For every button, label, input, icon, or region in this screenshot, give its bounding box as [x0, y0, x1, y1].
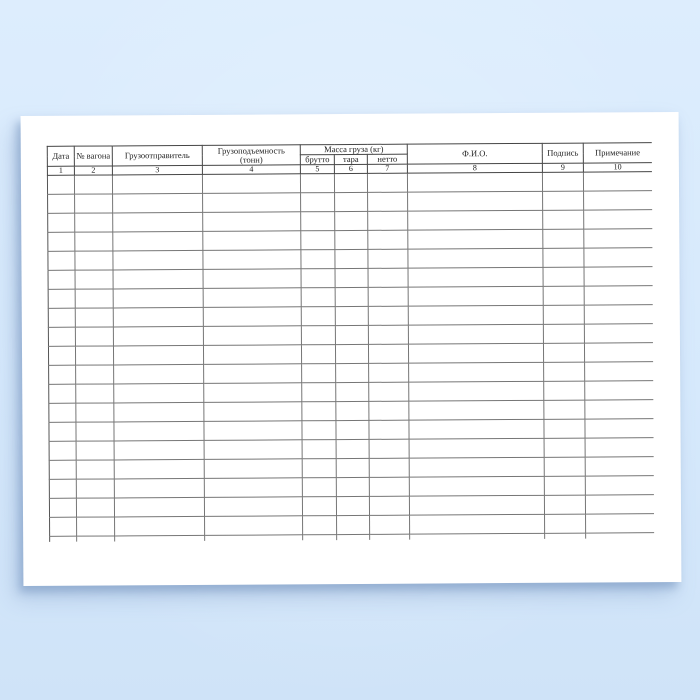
- empty-cell: [544, 419, 585, 438]
- empty-cell: [75, 213, 113, 232]
- empty-cell: [114, 364, 204, 384]
- empty-cell: [203, 193, 301, 213]
- empty-cell: [369, 458, 409, 477]
- empty-cell: [114, 440, 204, 460]
- empty-cell: [369, 401, 409, 420]
- col-header-date: Дата: [47, 146, 74, 166]
- empty-cell: [370, 534, 410, 539]
- col-header-gross: брутто: [300, 155, 334, 165]
- empty-cell: [408, 343, 543, 363]
- col-header-load-capacity-line1: Грузоподъемность: [217, 144, 285, 156]
- empty-cell: [336, 420, 369, 439]
- empty-cell: [368, 268, 408, 287]
- empty-cell: [336, 477, 369, 496]
- empty-cell: [367, 173, 407, 192]
- empty-cell: [49, 479, 76, 498]
- empty-cell: [584, 267, 652, 286]
- empty-cell: [586, 514, 654, 533]
- empty-cell: [204, 402, 302, 422]
- empty-cell: [409, 457, 544, 477]
- empty-cell: [76, 403, 114, 422]
- empty-cell: [409, 400, 544, 420]
- empty-cell: [585, 419, 653, 438]
- empty-cell: [544, 362, 585, 381]
- empty-cell: [204, 497, 302, 517]
- empty-cell: [303, 535, 337, 540]
- empty-cell: [203, 250, 301, 270]
- empty-cell: [368, 192, 408, 211]
- empty-cell: [204, 421, 302, 441]
- empty-cell: [76, 422, 114, 441]
- empty-cell: [114, 402, 204, 422]
- empty-cell: [335, 287, 368, 306]
- cargo-register-table: [47, 142, 654, 541]
- empty-cell: [543, 324, 584, 343]
- empty-cell: [336, 496, 369, 515]
- empty-cell: [336, 363, 369, 382]
- empty-cell: [113, 193, 203, 213]
- empty-cell: [302, 497, 336, 516]
- empty-cell: [584, 305, 652, 324]
- empty-cell: [585, 476, 653, 495]
- empty-cell: [336, 382, 369, 401]
- empty-cell: [368, 325, 408, 344]
- empty-cell: [48, 289, 75, 308]
- empty-cell: [409, 381, 544, 401]
- empty-cell: [543, 286, 584, 305]
- empty-cell: [114, 478, 204, 498]
- empty-cell: [48, 327, 75, 346]
- empty-cell: [301, 231, 335, 250]
- empty-cell: [76, 460, 114, 479]
- empty-cell: [335, 325, 368, 344]
- empty-cell: [50, 517, 77, 536]
- empty-cell: [542, 172, 583, 191]
- empty-cell: [370, 515, 410, 534]
- empty-cell: [584, 248, 652, 267]
- empty-cell: [50, 536, 77, 541]
- empty-cell: [77, 536, 115, 541]
- empty-cell: [302, 383, 336, 402]
- empty-cell: [113, 345, 203, 365]
- empty-cell: [585, 495, 653, 514]
- empty-cell: [77, 517, 115, 536]
- empty-cell: [335, 230, 368, 249]
- empty-cell: [49, 403, 76, 422]
- empty-cell: [543, 229, 584, 248]
- empty-cell: [583, 172, 651, 191]
- empty-cell: [74, 175, 112, 194]
- empty-cell: [75, 270, 113, 289]
- empty-cell: [75, 346, 113, 365]
- empty-cell: [113, 212, 203, 232]
- empty-cell: [49, 498, 76, 517]
- empty-cell: [368, 287, 408, 306]
- column-number: 5: [300, 165, 334, 174]
- empty-cell: [203, 345, 301, 365]
- empty-cell: [408, 229, 543, 249]
- empty-cell: [407, 172, 542, 192]
- empty-cell: [337, 515, 370, 534]
- empty-cell: [335, 192, 368, 211]
- empty-cell: [203, 307, 301, 327]
- col-header-net: нетто: [367, 154, 407, 164]
- empty-cell: [409, 495, 544, 515]
- empty-cell: [301, 250, 335, 269]
- empty-cell: [335, 249, 368, 268]
- empty-cell: [303, 516, 337, 535]
- empty-cell: [49, 365, 76, 384]
- empty-cell: [301, 288, 335, 307]
- empty-cell: [368, 211, 408, 230]
- empty-cell: [544, 495, 585, 514]
- empty-cell: [47, 175, 74, 194]
- empty-cell: [114, 383, 204, 403]
- empty-cell: [368, 230, 408, 249]
- empty-cell: [301, 193, 335, 212]
- paper-sheet: [21, 112, 682, 586]
- empty-cell: [76, 498, 114, 517]
- empty-cell: [408, 210, 543, 230]
- empty-cell: [205, 516, 303, 536]
- empty-cell: [544, 381, 585, 400]
- empty-cell: [543, 343, 584, 362]
- column-number: 8: [407, 163, 542, 173]
- empty-cell: [76, 479, 114, 498]
- table-header: [47, 143, 651, 176]
- empty-cell: [335, 344, 368, 363]
- col-header-signature: Подпись: [542, 143, 583, 163]
- empty-cell: [585, 457, 653, 476]
- empty-cell: [48, 232, 75, 251]
- empty-cell: [409, 438, 544, 458]
- empty-cell: [204, 478, 302, 498]
- empty-cell: [113, 250, 203, 270]
- empty-cell: [75, 251, 113, 270]
- empty-cell: [334, 173, 367, 192]
- empty-cell: [369, 496, 409, 515]
- empty-cell: [112, 174, 202, 194]
- empty-cell: [301, 307, 335, 326]
- col-header-full-name: Ф.И.О.: [407, 143, 542, 164]
- empty-cell: [114, 421, 204, 441]
- empty-cell: [585, 381, 653, 400]
- empty-cell: [410, 514, 545, 534]
- empty-cell: [368, 249, 408, 268]
- empty-cell: [48, 251, 75, 270]
- empty-cell: [114, 459, 204, 479]
- empty-cell: [204, 459, 302, 479]
- empty-cell: [544, 476, 585, 495]
- empty-cell: [76, 441, 114, 460]
- empty-cell: [302, 402, 336, 421]
- empty-cell: [113, 288, 203, 308]
- empty-cell: [302, 364, 336, 383]
- col-header-wagon-number: № вагона: [74, 146, 112, 166]
- empty-cell: [584, 210, 652, 229]
- empty-cell: [301, 269, 335, 288]
- empty-cell: [302, 478, 336, 497]
- empty-cell: [408, 267, 543, 287]
- empty-cell: [48, 270, 75, 289]
- empty-cell: [369, 382, 409, 401]
- empty-cell: [584, 229, 652, 248]
- col-header-load-capacity-line2: (тонн): [239, 154, 263, 165]
- column-number: 4: [202, 165, 300, 175]
- col-header-consignor: Грузоотправитель: [112, 145, 202, 166]
- empty-cell: [301, 326, 335, 345]
- empty-cell: [408, 286, 543, 306]
- empty-cell: [49, 441, 76, 460]
- column-number: 1: [47, 166, 74, 175]
- empty-cell: [48, 213, 75, 232]
- empty-cell: [75, 232, 113, 251]
- empty-cell: [543, 267, 584, 286]
- empty-cell: [408, 191, 543, 211]
- empty-cell: [408, 248, 543, 268]
- empty-cell: [301, 345, 335, 364]
- empty-cell: [301, 212, 335, 231]
- empty-cell: [75, 194, 113, 213]
- empty-cell: [337, 534, 370, 539]
- column-number: 2: [74, 166, 112, 175]
- empty-cell: [300, 174, 334, 193]
- empty-cell: [302, 421, 336, 440]
- empty-cell: [113, 231, 203, 251]
- empty-cell: [336, 458, 369, 477]
- empty-cell: [49, 460, 76, 479]
- empty-cell: [204, 440, 302, 460]
- empty-cell: [49, 384, 76, 403]
- empty-cell: [204, 364, 302, 384]
- empty-cell: [368, 344, 408, 363]
- empty-cell: [585, 438, 653, 457]
- empty-cell: [49, 422, 76, 441]
- empty-cell: [544, 438, 585, 457]
- col-header-tare: тара: [334, 154, 367, 164]
- empty-cell: [203, 326, 301, 346]
- empty-cell: [114, 497, 204, 517]
- column-number: 9: [542, 163, 583, 172]
- empty-cell: [335, 306, 368, 325]
- empty-cell: [113, 307, 203, 327]
- empty-cell: [584, 324, 652, 343]
- empty-cell: [543, 248, 584, 267]
- empty-cell: [368, 306, 408, 325]
- empty-cell: [48, 194, 75, 213]
- empty-cell: [369, 420, 409, 439]
- empty-cell: [409, 419, 544, 439]
- empty-cell: [408, 305, 543, 325]
- column-number: 3: [112, 165, 202, 175]
- empty-cell: [408, 324, 543, 344]
- empty-cell: [369, 477, 409, 496]
- empty-cell: [115, 535, 205, 541]
- column-number: 7: [367, 164, 407, 173]
- empty-cell: [410, 533, 545, 539]
- empty-cell: [409, 476, 544, 496]
- empty-cell: [409, 362, 544, 382]
- empty-cell: [48, 308, 75, 327]
- empty-cell: [543, 305, 584, 324]
- empty-cell: [543, 210, 584, 229]
- empty-cell: [48, 346, 75, 365]
- empty-cell: [336, 401, 369, 420]
- empty-cell: [543, 191, 584, 210]
- col-header-load-capacity: [202, 145, 300, 166]
- empty-cell: [545, 514, 586, 533]
- empty-cell: [369, 439, 409, 458]
- empty-cell: [584, 286, 652, 305]
- empty-cell: [113, 326, 203, 346]
- empty-cell: [336, 439, 369, 458]
- empty-cell: [203, 269, 301, 289]
- empty-cell: [204, 383, 302, 403]
- empty-cell: [75, 289, 113, 308]
- empty-cell: [302, 459, 336, 478]
- col-header-note: Примечание: [583, 143, 651, 163]
- empty-cell: [545, 533, 586, 538]
- empty-cell: [584, 191, 652, 210]
- empty-cell: [544, 400, 585, 419]
- table-body: [47, 172, 653, 542]
- empty-cell: [113, 269, 203, 289]
- empty-cell: [302, 440, 336, 459]
- empty-cell: [335, 268, 368, 287]
- empty-cell: [203, 231, 301, 251]
- col-group-cargo-mass: Масса груза (кг): [300, 144, 407, 155]
- empty-cell: [205, 535, 303, 541]
- column-number: 10: [583, 163, 651, 172]
- empty-cell: [75, 327, 113, 346]
- empty-cell: [585, 362, 653, 381]
- empty-cell: [115, 516, 205, 536]
- empty-cell: [585, 400, 653, 419]
- empty-cell: [202, 174, 300, 194]
- empty-cell: [76, 384, 114, 403]
- empty-cell: [584, 343, 652, 362]
- empty-cell: [544, 457, 585, 476]
- empty-cell: [369, 363, 409, 382]
- empty-cell: [75, 308, 113, 327]
- empty-cell: [203, 288, 301, 308]
- empty-cell: [335, 211, 368, 230]
- empty-cell: [586, 533, 654, 538]
- column-number: 6: [334, 164, 367, 173]
- empty-cell: [76, 365, 114, 384]
- empty-cell: [203, 212, 301, 232]
